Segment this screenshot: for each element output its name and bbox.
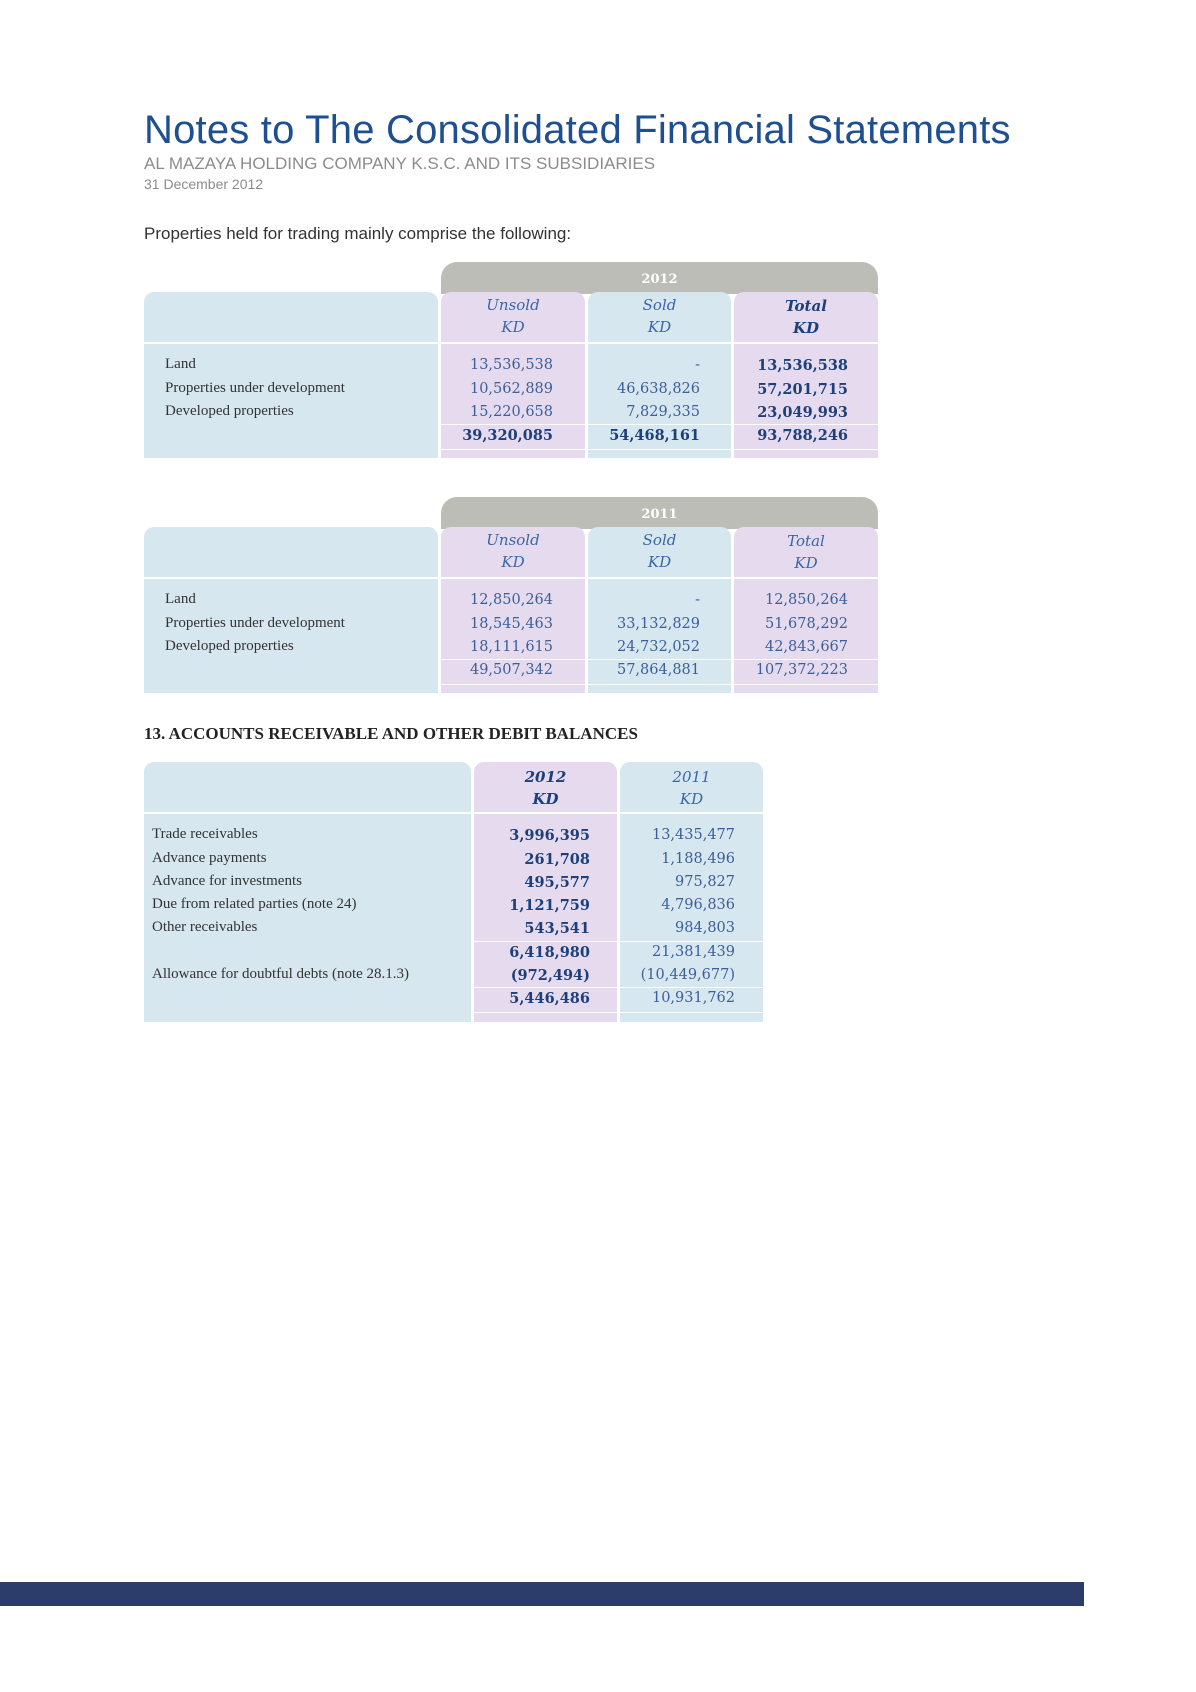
bottom-divider [441, 684, 878, 685]
total-total: 107,372,223 [755, 662, 848, 678]
company-name: AL MAZAYA HOLDING COMPANY K.S.C. AND ITS SUBSIDIARIES [144, 154, 656, 173]
bottom-divider [474, 1012, 763, 1013]
total-2011: 10,931,762 [651, 990, 735, 1006]
cell-total: 12,850,264 [764, 592, 848, 608]
subtotal-divider [441, 659, 878, 660]
total-2012: 5,446,486 [509, 990, 590, 1007]
cell-unsold: 12,850,264 [469, 592, 553, 608]
column-header-unsold: Unsold KD [486, 296, 540, 336]
cell-2011: 4,796,836 [661, 897, 735, 913]
bottom-divider [441, 449, 878, 450]
row-label-developed: Developed properties [165, 403, 294, 419]
row-label-advance-payments: Advance payments [152, 850, 267, 866]
total-unsold: 39,320,085 [462, 427, 553, 444]
section-heading: 13. ACCOUNTS RECEIVABLE AND OTHER DEBIT BALANCES [144, 724, 638, 743]
intro-text: Properties held for trading mainly comprise the following: [144, 224, 572, 243]
cell-2011: 13,435,477 [651, 827, 735, 843]
row-label-land: Land [165, 591, 196, 607]
cell-2012: 495,577 [524, 874, 590, 891]
cell-2011: 1,188,496 [661, 851, 735, 867]
cell-2012: 3,996,395 [509, 827, 590, 844]
cell-sold: 24,732,052 [616, 639, 700, 655]
total-total: 93,788,246 [757, 427, 848, 444]
column-header-total: Total KD [785, 297, 827, 337]
total-unsold: 49,507,342 [469, 662, 553, 678]
row-label-under-development: Properties under development [165, 615, 345, 631]
row-label-other-receivables: Other receivables [152, 919, 258, 935]
column-header-total: Total KD [787, 532, 825, 572]
column-header-unsold: Unsold KD [486, 531, 540, 571]
column-header-2012: 2012 KD [524, 768, 567, 808]
label-header-panel [144, 292, 438, 342]
cell-2012: 1,121,759 [509, 897, 590, 914]
cell-unsold: 18,545,463 [469, 616, 553, 632]
cell-unsold: 13,536,538 [469, 357, 553, 373]
year-label: 2012 [641, 272, 678, 287]
row-label-advance-investments: Advance for investments [152, 873, 302, 889]
column-header-sold: Sold KD [642, 296, 677, 336]
page-title: Notes to The Consolidated Financial Statements [144, 108, 1011, 152]
cell-total: 42,843,667 [764, 639, 848, 655]
cell-2011: 984,803 [675, 920, 735, 936]
row-label-trade-receivables: Trade receivables [152, 826, 258, 842]
cell-unsold: 18,111,615 [469, 639, 553, 655]
cell-2012: 543,541 [524, 920, 590, 937]
total-sold: 54,468,161 [609, 427, 700, 444]
total-divider [474, 987, 763, 988]
cell-2012: (972,494) [510, 967, 590, 984]
column-header-2011: 2011 KD [672, 768, 711, 808]
year-label: 2011 [641, 507, 678, 522]
label-header-panel [144, 762, 471, 812]
cell-total: 13,536,538 [757, 357, 848, 374]
subtotal-divider [474, 941, 763, 942]
cell-sold: 33,132,829 [616, 616, 700, 632]
cell-total: 23,049,993 [757, 404, 848, 421]
row-label-under-development: Properties under development [165, 380, 345, 396]
cell-sold: - [695, 357, 700, 373]
cell-unsold: 10,562,889 [469, 381, 553, 397]
cell-2011: (10,449,677) [640, 967, 735, 983]
label-body-panel [144, 814, 471, 1022]
subtotal-2012: 6,418,980 [509, 944, 590, 961]
label-header-panel [144, 527, 438, 577]
statement-date: 31 December 2012 [144, 176, 264, 192]
cell-sold: 7,829,335 [626, 404, 700, 420]
footer-bar [0, 1582, 1084, 1606]
cell-total: 57,201,715 [757, 381, 848, 398]
subtotal-divider [441, 424, 878, 425]
cell-sold: - [695, 592, 700, 608]
cell-2011: 975,827 [675, 874, 735, 890]
cell-sold: 46,638,826 [616, 381, 700, 397]
row-label-related-parties: Due from related parties (note 24) [152, 896, 357, 912]
cell-unsold: 15,220,658 [469, 404, 553, 420]
row-label-allowance: Allowance for doubtful debts (note 28.1.3) [152, 966, 410, 982]
row-label-land: Land [165, 356, 196, 372]
subtotal-2011: 21,381,439 [651, 944, 735, 960]
column-header-sold: Sold KD [642, 531, 677, 571]
cell-total: 51,678,292 [764, 616, 848, 632]
total-sold: 57,864,881 [616, 662, 700, 678]
cell-2012: 261,708 [524, 851, 590, 868]
row-label-developed: Developed properties [165, 638, 294, 654]
